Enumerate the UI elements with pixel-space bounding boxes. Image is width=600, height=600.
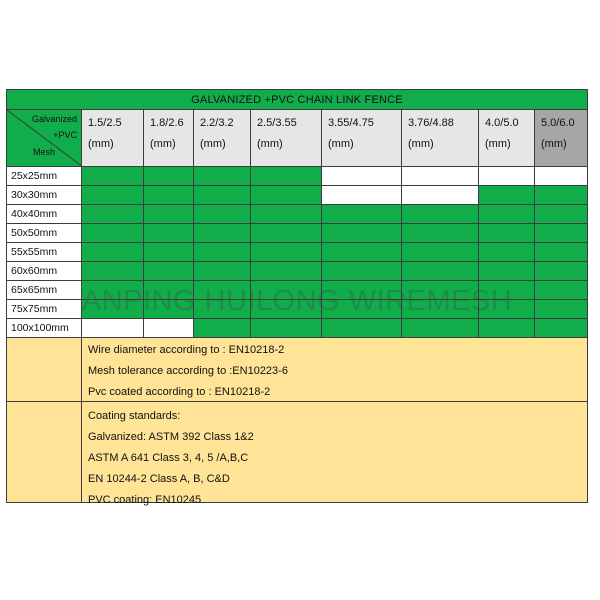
availability-cell-unavailable [322, 186, 402, 205]
mesh-size-label: 60x60mm [6, 262, 82, 281]
availability-cell-available [402, 300, 479, 319]
column-unit-label: (mm) [485, 138, 511, 150]
availability-cell-available [82, 243, 144, 262]
mesh-size-label: 55x55mm [6, 243, 82, 262]
availability-cell-available [322, 224, 402, 243]
coating-standards-heading: Coating standards: [88, 410, 181, 422]
availability-cell-available [322, 262, 402, 281]
availability-cell-available [144, 262, 194, 281]
watermark: ANPING HUILONG WIREMESH [81, 285, 513, 317]
availability-cell-unavailable [535, 167, 588, 186]
availability-cell-available [322, 281, 402, 300]
column-size-label: 2.2/3.2 [200, 117, 234, 129]
availability-cell-available [535, 281, 588, 300]
coating-standard-line: Galvanized: ASTM 392 Class 1&2 [88, 431, 254, 443]
availability-cell-available [194, 262, 251, 281]
availability-cell-available [251, 205, 322, 224]
availability-cell-available [144, 186, 194, 205]
availability-cell-available [535, 243, 588, 262]
coating-standards [82, 402, 588, 506]
availability-cell-available [82, 300, 144, 319]
availability-cell-available [251, 167, 322, 186]
availability-cell-available [144, 281, 194, 300]
availability-cell-available [251, 281, 322, 300]
column-unit-label: (mm) [88, 138, 114, 150]
column-size-label: 3.76/4.88 [408, 117, 454, 129]
notes-left-blank [6, 338, 82, 402]
availability-cell-available [322, 205, 402, 224]
column-header [535, 110, 588, 167]
availability-cell-available [322, 243, 402, 262]
availability-cell-unavailable [402, 167, 479, 186]
availability-cell-available [535, 319, 588, 338]
column-header [144, 110, 194, 167]
availability-cell-available [402, 262, 479, 281]
column-unit-label: (mm) [257, 138, 283, 150]
availability-cell-unavailable [402, 186, 479, 205]
column-unit-label: (mm) [541, 138, 567, 150]
corner-header-cell [6, 110, 82, 167]
availability-cell-available [194, 300, 251, 319]
availability-cell-available [479, 281, 535, 300]
column-header [251, 110, 322, 167]
availability-cell-available [479, 224, 535, 243]
column-header [194, 110, 251, 167]
availability-cell-unavailable [82, 319, 144, 338]
availability-cell-available [144, 224, 194, 243]
availability-cell-available [251, 186, 322, 205]
availability-cell-available [251, 319, 322, 338]
availability-cell-unavailable [144, 319, 194, 338]
availability-cell-available [82, 262, 144, 281]
coating-standard-line: ASTM A 641 Class 3, 4, 5 /A,B,C [88, 452, 249, 464]
standards-notes [82, 338, 588, 402]
column-header [322, 110, 402, 167]
availability-cell-available [82, 186, 144, 205]
availability-cell-available [251, 300, 322, 319]
column-header [479, 110, 535, 167]
availability-cell-available [194, 281, 251, 300]
availability-cell-available [144, 300, 194, 319]
availability-cell-available [402, 224, 479, 243]
mesh-size-label: 40x40mm [6, 205, 82, 224]
coating-standard-line: EN 10244-2 Class A, B, C&D [88, 473, 230, 485]
availability-cell-available [82, 224, 144, 243]
availability-cell-available [535, 205, 588, 224]
standards-note-line: Pvc coated according to : EN10218-2 [88, 386, 271, 398]
availability-cell-available [535, 300, 588, 319]
availability-cell-available [535, 224, 588, 243]
availability-cell-available [402, 205, 479, 224]
availability-cell-available [535, 262, 588, 281]
mesh-size-label: 65x65mm [6, 281, 82, 300]
corner-label-mesh: Mesh [33, 147, 56, 157]
availability-cell-available [144, 167, 194, 186]
mesh-size-label: 25x25mm [6, 167, 82, 186]
availability-cell-unavailable [322, 167, 402, 186]
availability-cell-available [144, 205, 194, 224]
mesh-size-label: 30x30mm [6, 186, 82, 205]
coating-left-blank [6, 402, 82, 503]
availability-cell-available [479, 243, 535, 262]
standards-note-line: Mesh tolerance according to :EN10223-6 [88, 365, 288, 377]
standards-note-line: Wire diameter according to : EN10218-2 [88, 344, 285, 356]
availability-cell-available [82, 167, 144, 186]
column-size-label: 3.55/4.75 [328, 117, 374, 129]
table-title: GALVANIZED +PVC CHAIN LINK FENCE [6, 89, 588, 110]
corner-label-galvanized: Galvanized [31, 114, 77, 124]
column-size-label: 5.0/6.0 [541, 117, 575, 129]
availability-cell-available [194, 205, 251, 224]
availability-cell-available [251, 243, 322, 262]
mesh-size-label: 50x50mm [6, 224, 82, 243]
corner-label-pvc: +PVC [53, 130, 77, 140]
column-header [82, 110, 144, 167]
availability-cell-available [194, 319, 251, 338]
availability-cell-available [479, 262, 535, 281]
column-unit-label: (mm) [328, 138, 354, 150]
availability-cell-available [322, 319, 402, 338]
availability-cell-available [402, 281, 479, 300]
mesh-size-label: 100x100mm [6, 319, 82, 338]
availability-cell-available [82, 205, 144, 224]
availability-cell-available [194, 186, 251, 205]
column-size-label: 1.8/2.6 [150, 117, 184, 129]
column-header [402, 110, 479, 167]
mesh-size-label: 75x75mm [6, 300, 82, 319]
availability-cell-available [82, 281, 144, 300]
column-size-label: 4.0/5.0 [485, 117, 519, 129]
availability-cell-available [479, 205, 535, 224]
column-size-label: 1.5/2.5 [88, 117, 122, 129]
availability-cell-available [251, 224, 322, 243]
column-unit-label: (mm) [150, 138, 176, 150]
fence-spec-table [6, 89, 588, 505]
column-unit-label: (mm) [200, 138, 226, 150]
availability-cell-available [194, 224, 251, 243]
availability-cell-available [479, 186, 535, 205]
column-unit-label: (mm) [408, 138, 434, 150]
column-size-label: 2.5/3.55 [257, 117, 297, 129]
availability-cell-available [194, 243, 251, 262]
availability-cell-available [402, 319, 479, 338]
availability-cell-unavailable [479, 167, 535, 186]
coating-standard-line: PVC coating: EN10245 [88, 494, 202, 506]
availability-cell-available [535, 186, 588, 205]
availability-cell-available [194, 167, 251, 186]
availability-cell-available [144, 243, 194, 262]
availability-cell-available [479, 300, 535, 319]
availability-cell-available [402, 243, 479, 262]
availability-cell-available [251, 262, 322, 281]
availability-cell-available [322, 300, 402, 319]
availability-cell-available [479, 319, 535, 338]
